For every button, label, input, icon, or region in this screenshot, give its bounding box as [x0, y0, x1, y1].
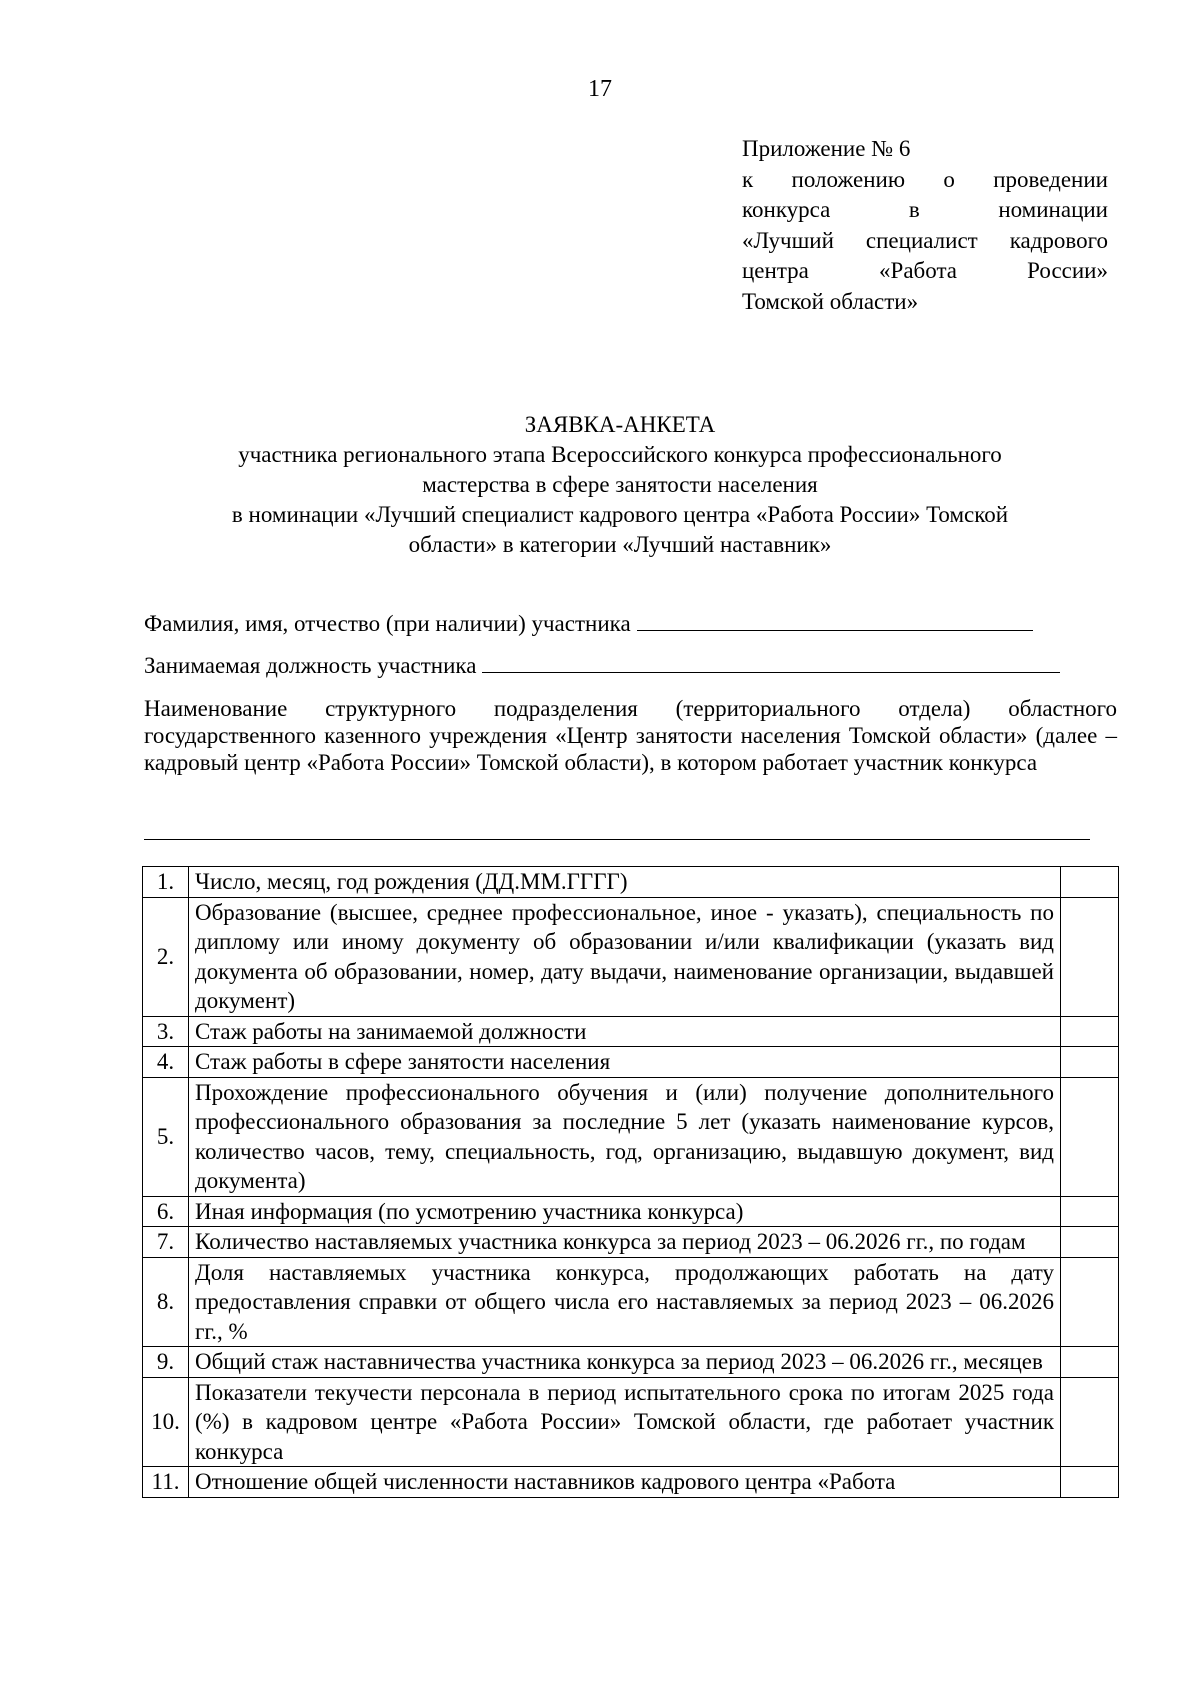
row-question: Стаж работы в сфере занятости населения	[189, 1047, 1061, 1078]
row-question: Количество наставляемых участника конкурса за период 2023 – 06.2026 гг., по годам	[189, 1227, 1061, 1258]
row-answer-cell[interactable]	[1061, 1077, 1119, 1196]
row-number: 8.	[143, 1257, 189, 1347]
row-question: Доля наставляемых участника конкурса, продолжающих работать на дату предоставления справки от общего числа его наставляемых за период 2023 – 06.2026 гг., %	[189, 1257, 1061, 1347]
row-answer-cell[interactable]	[1061, 1467, 1119, 1498]
row-answer-cell[interactable]	[1061, 1347, 1119, 1378]
row-number: 11.	[143, 1467, 189, 1498]
row-question: Прохождение профессионального обучения и (или) получение дополнительного профессионального образования за последние 5 лет (указать наименование курсов, количество часов, тему, специальность, год, организацию, выдавшую документ, вид документа)	[189, 1077, 1061, 1196]
appendix-line: Приложение № 6	[742, 136, 911, 161]
table-row	[143, 1077, 1119, 1196]
appendix-line: центра «Работа России»	[742, 258, 1108, 283]
full-name-field	[144, 608, 1033, 639]
table-row	[143, 867, 1119, 898]
row-number: 7.	[143, 1227, 189, 1258]
row-question: Иная информация (по усмотрению участника конкурса)	[189, 1196, 1061, 1227]
row-answer-cell[interactable]	[1061, 1377, 1119, 1467]
appendix-line: к положению о проведении	[742, 166, 1108, 192]
row-question: Образование (высшее, среднее профессиональное, иное - указать), специальность по диплому или иному документу об образовании и/или квалификации (указать вид документа об образовании, номер, дату выдачи, наименование организации, выдавшей документ)	[189, 897, 1061, 1016]
form-subtitle-line: в номинации «Лучший специалист кадрового центра «Работа России» Томской	[231, 502, 1009, 527]
form-subtitle-line: мастерства в сфере занятости населения	[422, 472, 818, 497]
form-subtitle-line: области» в категории «Лучший наставник»	[408, 532, 832, 557]
department-blank[interactable]	[144, 839, 1090, 840]
row-number: 9.	[143, 1347, 189, 1378]
position-field	[144, 650, 1060, 681]
table-row	[143, 1016, 1119, 1047]
appendix-line: Томской области»	[742, 288, 919, 314]
form-heading	[130, 410, 1110, 560]
appendix-block	[742, 134, 1108, 317]
row-number: 10.	[143, 1377, 189, 1467]
row-answer-cell[interactable]	[1061, 867, 1119, 898]
questionnaire-table	[142, 866, 1119, 1498]
row-question: Показатели текучести персонала в период испытательного срока по итогам 2025 года (%) в кадровом центре «Работа России» Томской области, где работает участник конкурса	[189, 1377, 1061, 1467]
table-row	[143, 1467, 1119, 1498]
row-answer-cell[interactable]	[1061, 1047, 1119, 1078]
row-question: Стаж работы на занимаемой должности	[189, 1016, 1061, 1047]
row-answer-cell[interactable]	[1061, 1227, 1119, 1258]
row-question: Отношение общей численности наставников кадрового центра «Работа	[189, 1467, 1061, 1498]
position-label: Занимаемая должность участника	[144, 653, 477, 678]
form-title: ЗАЯВКА-АНКЕТА	[524, 412, 716, 437]
full-name-blank[interactable]	[637, 608, 1033, 631]
row-number: 5.	[143, 1077, 189, 1196]
table-row	[143, 1377, 1119, 1467]
row-answer-cell[interactable]	[1061, 1016, 1119, 1047]
appendix-line: конкурса в номинации	[742, 197, 1108, 222]
row-number: 3.	[143, 1016, 189, 1047]
row-question: Общий стаж наставничества участника конкурса за период 2023 – 06.2026 гг., месяцев	[189, 1347, 1061, 1378]
table-row	[143, 1196, 1119, 1227]
form-subtitle-line: участника регионального этапа Всероссийского конкурса профессионального	[238, 442, 1002, 467]
table-row	[143, 1257, 1119, 1347]
table-row	[143, 1347, 1119, 1378]
row-number: 2.	[143, 897, 189, 1016]
department-paragraph: Наименование структурного подразделения (территориального отдела) областного государственного казенного учреждения «Центр занятости населения Томской области» (далее – кадровый центр «Работа России» Томской области), в котором работает участник конкурса	[144, 696, 1117, 775]
table-row	[143, 1227, 1119, 1258]
position-blank[interactable]	[482, 650, 1060, 673]
full-name-label: Фамилия, имя, отчество (при наличии) участника	[144, 611, 631, 636]
table-row	[143, 897, 1119, 1016]
row-number: 6.	[143, 1196, 189, 1227]
appendix-line: «Лучший специалист кадрового	[742, 227, 1108, 253]
page-number: 17	[588, 76, 612, 102]
row-answer-cell[interactable]	[1061, 1196, 1119, 1227]
row-number: 4.	[143, 1047, 189, 1078]
table-row	[143, 1047, 1119, 1078]
row-number: 1.	[143, 867, 189, 898]
row-question: Число, месяц, год рождения (ДД.ММ.ГГГГ)	[189, 867, 1061, 898]
row-answer-cell[interactable]	[1061, 897, 1119, 1016]
row-answer-cell[interactable]	[1061, 1257, 1119, 1347]
